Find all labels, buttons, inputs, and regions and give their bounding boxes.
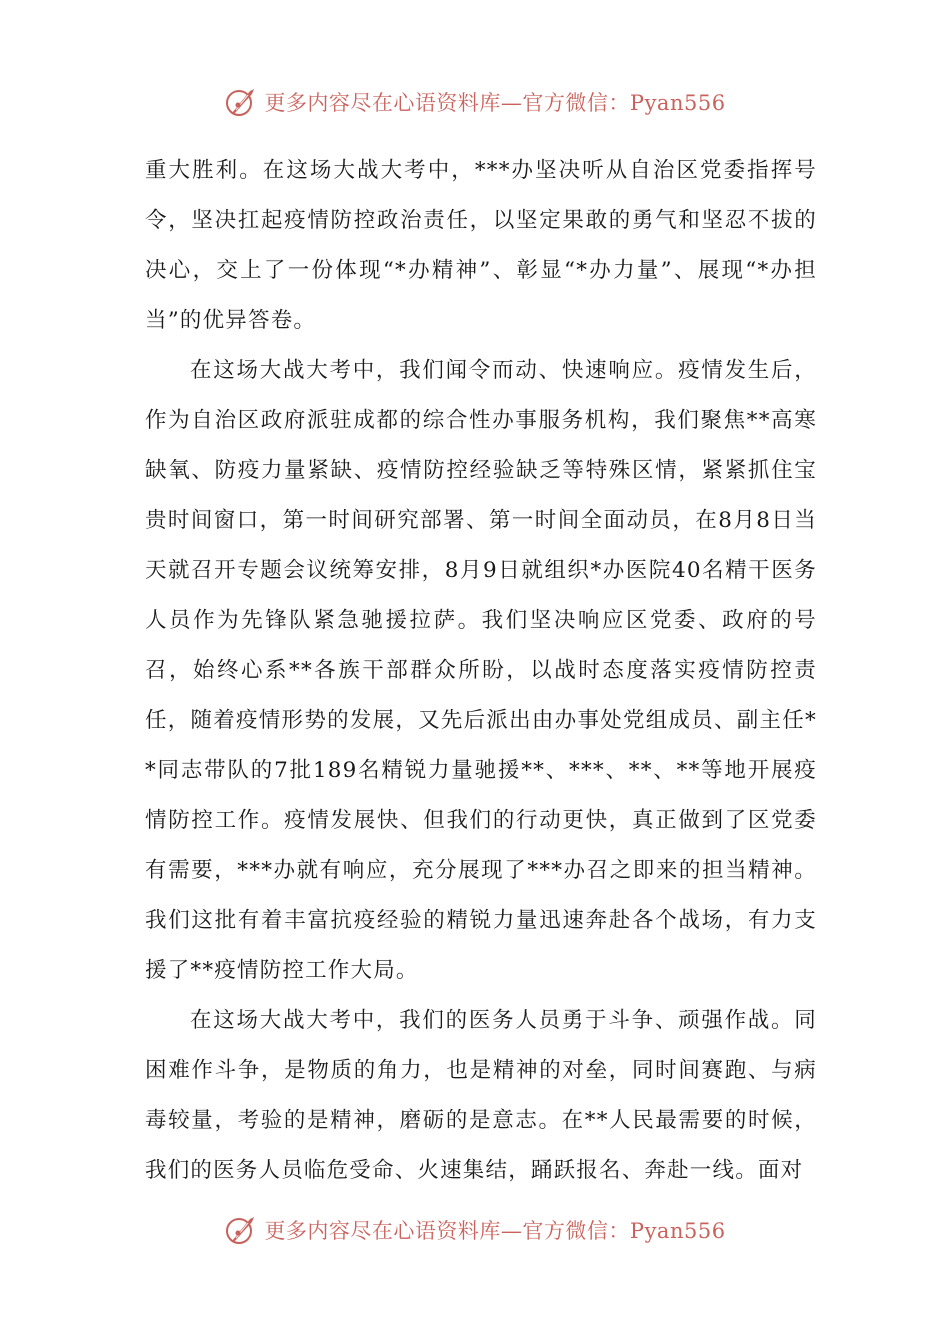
watermark-footer <box>0 1210 950 1250</box>
document-body <box>145 146 817 1196</box>
paragraph: 在这场大战大考中，我们闻令而动、快速响应。疫情发生后，作为自治区政府派驻成都的综合性办事服务机构，我们聚焦**高寒缺氧、防疫力量紧缺、疫情防控经验缺乏等特殊区情，紧紧抓住宝贵时间窗口，第一时间研究部署、第一时间全面动员，在8月8日当天就召开专题会议统筹安排，8月9日就组织*办医院40名精干医务人员作为先锋队紧急驰援拉萨。我们坚决响应区党委、政府的号召，始终心系**各族干部群众所盼，以战时态度落实疫情防控责任，随着疫情形势的发展，又先后派出由办事处党组成员、副主任**同志带队的7批189名精锐力量驰援**、***、**、**等地开展疫情防控工作。疫情发展快、但我们的行动更快，真正做到了区党委有需要，***办就有响应，充分展现了***办召之即来的担当精神。我们这批有着丰富抗疫经验的精锐力量迅速奔赴各个战场，有力支援了**疫情防控工作大局。 <box>145 358 817 983</box>
watermark-text: 更多内容尽在心语资料库—官方微信：Pyan556 <box>264 91 726 115</box>
watermark-header <box>0 82 950 122</box>
watermark-text: 更多内容尽在心语资料库—官方微信：Pyan556 <box>264 1219 726 1243</box>
paragraph: 重大胜利。在这场大战大考中，***办坚决听从自治区党委指挥号令，坚决扛起疫情防控政治责任，以坚定果敢的勇气和坚忍不拔的决心，交上了一份体现“*办精神”、彰显“*办力量”、展现“*办担当”的优异答卷。 <box>145 158 817 333</box>
paragraph: 在这场大战大考中，我们的医务人员勇于斗争、顽强作战。同困难作斗争，是物质的角力，也是精神的对垒，同时间赛跑、与病毒较量，考验的是精神，磨砺的是意志。在**人民最需要的时候，我们的医务人员临危受命、火速集结，踊跃报名、奔赴一线。面对 <box>145 1008 817 1183</box>
quill-pen-circle-icon <box>224 1213 258 1247</box>
quill-pen-circle-icon <box>224 85 258 119</box>
